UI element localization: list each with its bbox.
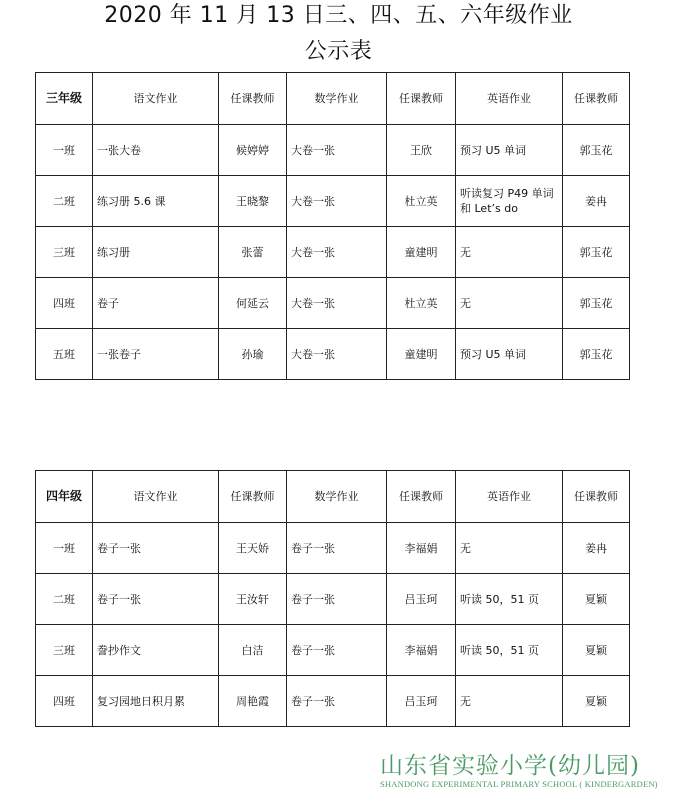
class-cell: 三班 bbox=[36, 625, 93, 676]
math-homework-cell: 卷子一张 bbox=[287, 625, 387, 676]
math-teacher-cell: 童建明 bbox=[387, 329, 456, 380]
english-homework-cell: 无 bbox=[456, 278, 563, 329]
math-teacher-cell: 吕玉珂 bbox=[387, 574, 456, 625]
table-header-row bbox=[36, 73, 630, 125]
column-header: 任课教师 bbox=[219, 73, 287, 125]
chinese-teacher-cell: 张蕾 bbox=[219, 227, 287, 278]
chinese-homework-cell: 誊抄作文 bbox=[93, 625, 219, 676]
chinese-teacher-cell: 王汝轩 bbox=[219, 574, 287, 625]
chinese-homework-cell: 卷子一张 bbox=[93, 523, 219, 574]
chinese-homework-cell: 卷子一张 bbox=[93, 574, 219, 625]
math-teacher-cell: 吕玉珂 bbox=[387, 676, 456, 727]
english-teacher-cell: 姜冉 bbox=[563, 176, 630, 227]
math-homework-cell: 大卷一张 bbox=[287, 278, 387, 329]
english-homework-cell: 无 bbox=[456, 676, 563, 727]
chinese-homework-cell: 一张卷子 bbox=[93, 329, 219, 380]
class-cell: 三班 bbox=[36, 227, 93, 278]
grade4-homework-table bbox=[35, 470, 630, 727]
grade-label: 四年级 bbox=[36, 471, 93, 523]
english-homework-cell: 听读复习 P49 单词和 Let’s do bbox=[456, 176, 563, 227]
english-homework-cell: 听读 50，51 页 bbox=[456, 625, 563, 676]
column-header: 任课教师 bbox=[387, 471, 456, 523]
column-header: 任课教师 bbox=[563, 471, 630, 523]
chinese-homework-cell: 复习园地日积月累 bbox=[93, 676, 219, 727]
grade3-homework-table bbox=[35, 72, 630, 380]
math-teacher-cell: 李福娟 bbox=[387, 523, 456, 574]
table-row bbox=[36, 227, 630, 278]
table-row bbox=[36, 329, 630, 380]
english-homework-cell: 无 bbox=[456, 227, 563, 278]
chinese-teacher-cell: 候婷婷 bbox=[219, 125, 287, 176]
math-homework-cell: 卷子一张 bbox=[287, 676, 387, 727]
school-logo-name: 山东省实验小学(幼儿园) bbox=[380, 753, 640, 779]
english-teacher-cell: 郭玉花 bbox=[563, 329, 630, 380]
column-header: 语文作业 bbox=[93, 73, 219, 125]
class-cell: 四班 bbox=[36, 676, 93, 727]
math-homework-cell: 卷子一张 bbox=[287, 574, 387, 625]
english-homework-cell: 无 bbox=[456, 523, 563, 574]
english-homework-cell: 预习 U5 单词 bbox=[456, 125, 563, 176]
class-cell: 二班 bbox=[36, 574, 93, 625]
chinese-homework-cell: 一张大卷 bbox=[93, 125, 219, 176]
chinese-teacher-cell: 王天娇 bbox=[219, 523, 287, 574]
math-homework-cell: 大卷一张 bbox=[287, 227, 387, 278]
chinese-homework-cell: 练习册 5.6 课 bbox=[93, 176, 219, 227]
column-header: 任课教师 bbox=[219, 471, 287, 523]
chinese-teacher-cell: 孙瑜 bbox=[219, 329, 287, 380]
chinese-teacher-cell: 白洁 bbox=[219, 625, 287, 676]
school-logo-english: SHANDONG EXPERIMENTAL PRIMARY SCHOOL ( KINDERGARDEN) bbox=[380, 779, 658, 789]
table-row bbox=[36, 125, 630, 176]
table-row bbox=[36, 176, 630, 227]
class-cell: 一班 bbox=[36, 125, 93, 176]
math-teacher-cell: 李福娟 bbox=[387, 625, 456, 676]
math-teacher-cell: 杜立英 bbox=[387, 278, 456, 329]
english-teacher-cell: 夏颖 bbox=[563, 574, 630, 625]
math-teacher-cell: 杜立英 bbox=[387, 176, 456, 227]
class-cell: 五班 bbox=[36, 329, 93, 380]
page-title: 2020 年 11 月 13 日三、四、五、六年级作业 bbox=[104, 3, 573, 28]
page-subtitle: 公示表 bbox=[304, 39, 373, 64]
chinese-teacher-cell: 王晓黎 bbox=[219, 176, 287, 227]
column-header: 英语作业 bbox=[456, 471, 563, 523]
table-row bbox=[36, 523, 630, 574]
english-homework-cell: 预习 U5 单词 bbox=[456, 329, 563, 380]
table-row bbox=[36, 278, 630, 329]
math-homework-cell: 大卷一张 bbox=[287, 176, 387, 227]
math-homework-cell: 卷子一张 bbox=[287, 523, 387, 574]
column-header: 任课教师 bbox=[563, 73, 630, 125]
math-teacher-cell: 童建明 bbox=[387, 227, 456, 278]
math-homework-cell: 大卷一张 bbox=[287, 329, 387, 380]
table-row bbox=[36, 574, 630, 625]
chinese-homework-cell: 卷子 bbox=[93, 278, 219, 329]
chinese-teacher-cell: 周艳霞 bbox=[219, 676, 287, 727]
table-header-row bbox=[36, 471, 630, 523]
column-header: 任课教师 bbox=[387, 73, 456, 125]
english-teacher-cell: 郭玉花 bbox=[563, 278, 630, 329]
math-homework-cell: 大卷一张 bbox=[287, 125, 387, 176]
chinese-teacher-cell: 何延云 bbox=[219, 278, 287, 329]
class-cell: 二班 bbox=[36, 176, 93, 227]
grade-label: 三年级 bbox=[36, 73, 93, 125]
class-cell: 四班 bbox=[36, 278, 93, 329]
column-header: 数学作业 bbox=[287, 471, 387, 523]
table-row bbox=[36, 625, 630, 676]
column-header: 数学作业 bbox=[287, 73, 387, 125]
english-teacher-cell: 夏颖 bbox=[563, 676, 630, 727]
english-teacher-cell: 夏颖 bbox=[563, 625, 630, 676]
table-row bbox=[36, 676, 630, 727]
class-cell: 一班 bbox=[36, 523, 93, 574]
chinese-homework-cell: 练习册 bbox=[93, 227, 219, 278]
math-teacher-cell: 王欣 bbox=[387, 125, 456, 176]
english-teacher-cell: 姜冉 bbox=[563, 523, 630, 574]
column-header: 英语作业 bbox=[456, 73, 563, 125]
english-teacher-cell: 郭玉花 bbox=[563, 125, 630, 176]
english-homework-cell: 听读 50，51 页 bbox=[456, 574, 563, 625]
english-teacher-cell: 郭玉花 bbox=[563, 227, 630, 278]
column-header: 语文作业 bbox=[93, 471, 219, 523]
